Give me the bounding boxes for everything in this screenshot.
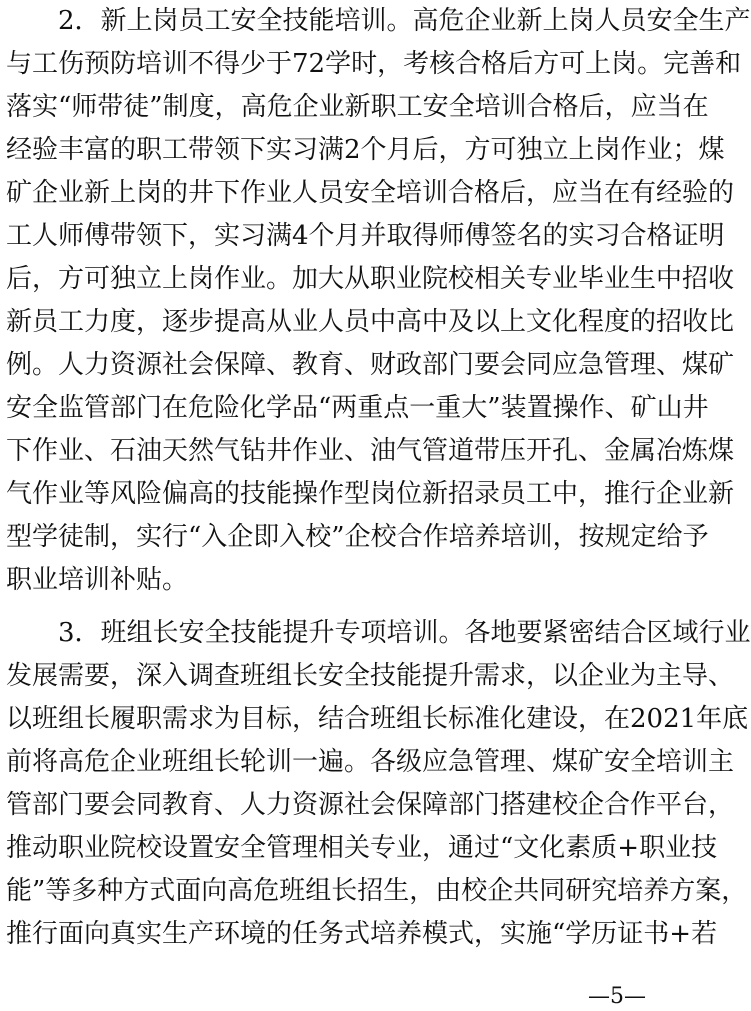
paragraph-2-line-5: 管部门要会同教育、人力资源社会保障部门搭建校企合作平台， bbox=[6, 790, 735, 820]
paragraph-1-line-2: 与工伤预防培训不得少于72学时，考核合格后方可上岗。完善和 bbox=[6, 49, 742, 79]
paragraph-2-line-7: 能”等多种方式面向高危班组长招生，由校企共同研究培养方案， bbox=[6, 876, 748, 906]
paragraph-1-line-7: 后，方可独立上岗作业。加大从职业院校相关专业毕业生中招收 bbox=[6, 264, 735, 294]
paragraph-1-line-5: 矿企业新上岗的井下作业人员安全培训合格后，应当在有经验的 bbox=[6, 178, 735, 208]
paragraph-2-line-1: 3．班组长安全技能提升专项培训。各地要紧密结合区域行业 bbox=[58, 618, 751, 648]
paragraph-2-line-8: 推行面向真实生产环境的任务式培养模式，实施“学历证书+若 bbox=[6, 919, 718, 949]
paragraph-1-line-8: 新员工力度，逐步提高从业人员中高中及以上文化程度的招收比 bbox=[6, 307, 735, 337]
paragraph-1-line-11: 下作业、石油天然气钻井作业、油气管道带压开孔、金属冶炼煤 bbox=[6, 436, 735, 466]
paragraph-1-line-14: 职业培训补贴。 bbox=[6, 565, 189, 595]
paragraph-1-line-3: 落实“师带徒”制度，高危企业新职工安全培训合格后，应当在 bbox=[6, 92, 709, 122]
paragraph-1-line-13: 型学徒制，实行“入企即入校”企校合作培养培训，按规定给予 bbox=[6, 522, 709, 552]
paragraph-1-line-10: 安全监管部门在危险化学品“两重点一重大”装置操作、矿山井 bbox=[6, 393, 709, 423]
paragraph-2-line-6: 推动职业院校设置安全管理相关专业，通过“文化素质+职业技 bbox=[6, 833, 718, 863]
paragraph-2-line-2: 发展需要，深入调查班组长安全技能提升需求，以企业为主导、 bbox=[6, 661, 735, 691]
page-number: —5— bbox=[588, 984, 646, 1009]
paragraph-2-line-3: 以班组长履职需求为目标，结合班组长标准化建设，在2021年底 bbox=[6, 704, 749, 734]
paragraph-1-line-1: 2．新上岗员工安全技能培训。高危企业新上岗人员安全生产 bbox=[58, 6, 751, 36]
paragraph-1-line-4: 经验丰富的职工带领下实习满2个月后，方可独立上岗作业；煤 bbox=[6, 135, 725, 165]
paragraph-1-line-9: 例。人力资源社会保障、教育、财政部门要会同应急管理、煤矿 bbox=[6, 350, 735, 380]
paragraph-1-line-6: 工人师傅带领下，实习满4个月并取得师傅签名的实习合格证明 bbox=[6, 221, 725, 251]
paragraph-1-line-12: 气作业等风险偏高的技能操作型岗位新招录员工中，推行企业新 bbox=[6, 479, 735, 509]
paragraph-2-line-4: 前将高危企业班组长轮训一遍。各级应急管理、煤矿安全培训主 bbox=[6, 747, 735, 777]
